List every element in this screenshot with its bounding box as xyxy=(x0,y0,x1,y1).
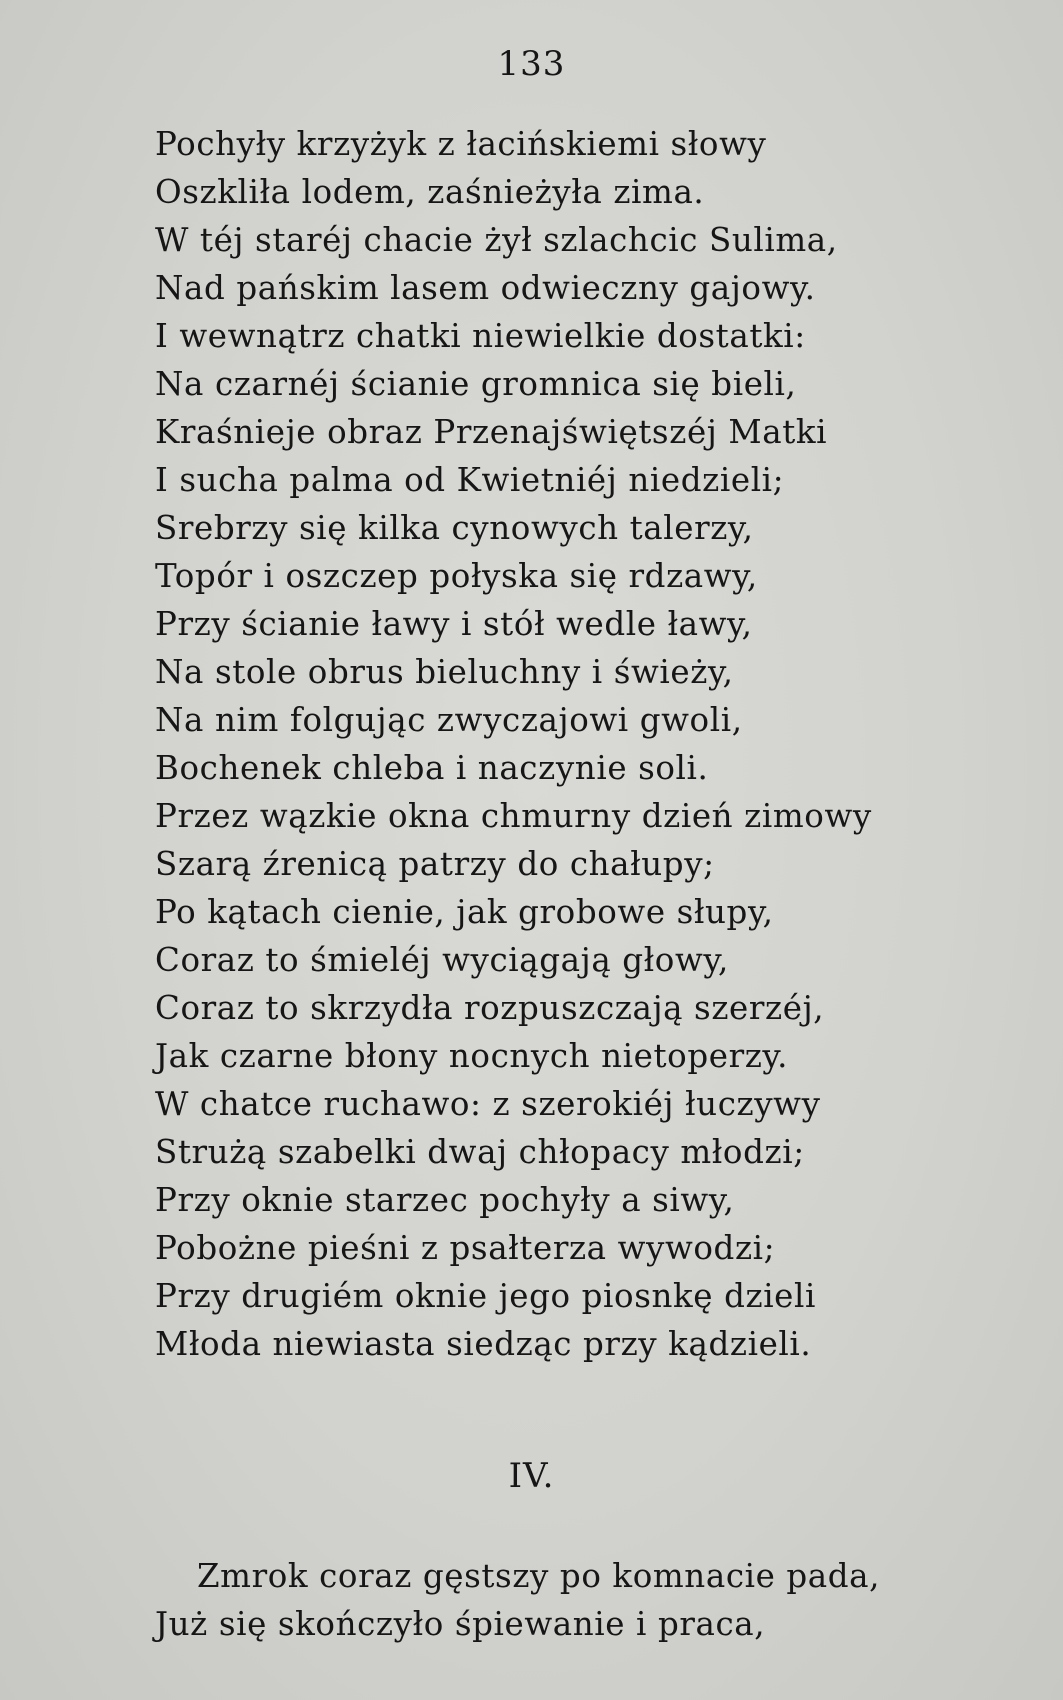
verse-line: Już się skończyło śpiewanie i praca, xyxy=(155,1605,766,1643)
verse-line: W chatce ruchawo: z szerokiéj łuczywy xyxy=(155,1085,821,1123)
verse-line: Coraz to skrzydła rozpuszczają szerzéj, xyxy=(155,989,825,1027)
verse-line: Coraz to śmieléj wyciągają głowy, xyxy=(155,941,729,979)
stanza-2 xyxy=(155,1552,1035,1648)
verse-line: Po kątach cienie, jak grobowe słupy, xyxy=(155,893,774,931)
verse-line: Przy ścianie ławy i stół wedle ławy, xyxy=(155,605,753,643)
verse-line: Pochyły krzyżyk z łacińskiemi słowy xyxy=(155,125,767,163)
verse-line: Na stole obrus bieluchny i świeży, xyxy=(155,653,734,691)
verse-line: Przy oknie starzec pochyły a siwy, xyxy=(155,1181,735,1219)
verse-line: Nad pańskim lasem odwieczny gajowy. xyxy=(155,269,816,307)
verse-line: Kraśnieje obraz Przenajświętszéj Matki xyxy=(155,413,828,451)
verse-line: Oszkliła lodem, zaśnieżyła zima. xyxy=(155,173,705,211)
verse-line: Topór i oszczep połyska się rdzawy, xyxy=(155,557,758,595)
verse-line: Przez wązkie okna chmurny dzień zimowy xyxy=(155,797,872,835)
verse-line: Przy drugiém oknie jego piosnkę dzieli xyxy=(155,1277,817,1315)
verse-line: Pobożne pieśni z psałterza wywodzi; xyxy=(155,1229,776,1267)
stanza-1 xyxy=(155,120,1035,1368)
verse-line: Strużą szabelki dwaj chłopacy młodzi; xyxy=(155,1133,805,1171)
verse-line: Szarą źrenicą patrzy do chałupy; xyxy=(155,845,715,883)
section-heading: IV. xyxy=(508,1456,555,1496)
verse-line: Na nim folgując zwyczajowi gwoli, xyxy=(155,701,743,739)
page-number: 133 xyxy=(497,44,566,84)
verse-line: I wewnątrz chatki niewielkie dostatki: xyxy=(155,317,806,355)
verse-line: Bochenek chleba i naczynie soli. xyxy=(155,749,709,787)
verse-line: I sucha palma od Kwietniéj niedzieli; xyxy=(155,461,785,499)
verse-line: Srebrzy się kilka cynowych talerzy, xyxy=(155,509,754,547)
verse-line: Na czarnéj ścianie gromnica się bieli, xyxy=(155,365,797,403)
verse-line: Zmrok coraz gęstszy po komnacie pada, xyxy=(197,1557,881,1595)
verse-line: Młoda niewiasta siedząc przy kądzieli. xyxy=(155,1325,812,1363)
verse-line: Jak czarne błony nocnych nietoperzy. xyxy=(155,1037,789,1075)
verse-line: W téj staréj chacie żył szlachcic Sulima, xyxy=(155,221,838,259)
